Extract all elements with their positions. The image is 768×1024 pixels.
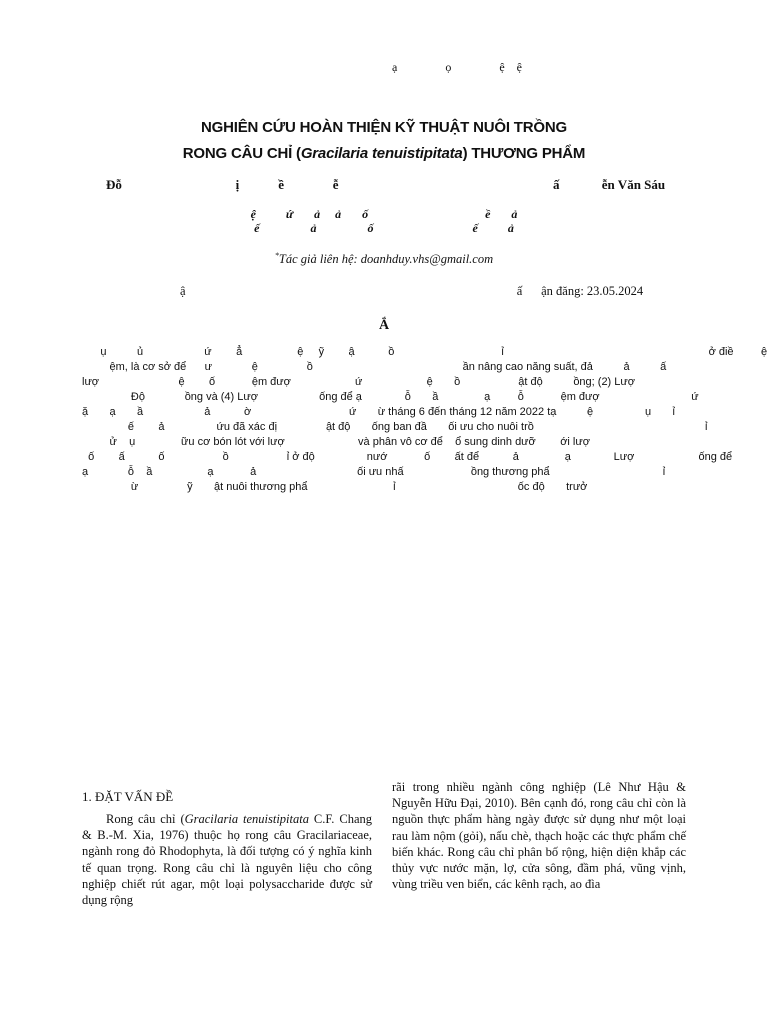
paper-title-line-2 [0,145,768,162]
affiliation-line-1: ệ ứ ả ả ố ề ả [250,207,518,221]
abstract-line: ử ụ ữu cơ bón lót với lượ và phân vô cơ để ổ sung dinh dưỡ ới lượ [82,436,590,448]
running-header: ạ ọ ệ ệ [392,60,522,74]
body-column-right: rãi trong nhiều ngành công nghiệp (Lê Như Hậu & Nguyễn Hữu Đại, 2010). Bên cạnh đó, rong câu chỉ còn là nguồn thực phẩm hàng ngày được sử dụng như một loại rau làm nộm (gỏi), nấu chè, thạch hoặc các thực phẩm chế biến khác. Rong câu chỉ phân bố rộng, hiện diện khắp các thủy vực nước mặn, lợ, cửa sông, đầm phá, vũng vịnh, vùng triều ven biển, các kênh rạch, ao đìa [392,780,686,892]
abstract-heading: Ắ [378,318,390,333]
author-list: Đỗ ị ề ễ ấ ễn Văn Sáu [106,177,666,192]
title-prefix: RONG CÂU CHỈ ( [182,145,301,162]
paper-title-line-1: NGHIÊN CỨU HOÀN THIỆN KỸ THUẬT NUÔI TRỒNG [201,119,567,136]
body-column-left [82,811,372,908]
corresponding-mark: * [274,251,279,260]
body-text: C.F. Chang & B.-M. Xia, 1976) thuộc họ rong câu Gracilariaceae, ngành rong đỏ Rhodophyta, là đối tượng có ý nghĩa kinh tế quan trọng. Rong câu chỉ là nguyên liệu cho công nghiệp chiết rút agar, một loại polysaccharide được sử dụng rộng [82,812,372,908]
abstract-line: ặ ạ ầ ả ờ ứ ừ tháng 6 đến tháng 12 năm 2022 tạ ệ ụ ỉ [82,406,675,418]
abstract-line: Độ ồng và (4) Lượ ống để ạ ỗ ầ ạ ỗ ệm đượ ứ [82,391,699,403]
abstract-line: ạ ỗ ầ ạ ả ối ưu nhấ ồng thương phẩ ỉ [82,466,666,478]
species-name-italic: Gracilaria tenuistipitata [184,812,309,826]
title-suffix: ) THƯƠNG PHẨM [462,145,586,162]
abstract-line: ừ ỹ ật nuôi thương phẩ ỉ ốc độ trưở [82,481,588,493]
submission-dates: ậ ấ ận đăng: 23.05.2024 [180,284,644,298]
abstract-line: ụ ủ ứ ẳ ệ ỹ ậ ồ ỉ ở điề ệ [82,346,768,358]
body-text: Rong câu chỉ ( [106,812,185,826]
corresponding-author [0,251,768,267]
affiliation-line-2: ế ả ố ế ả [254,221,514,235]
abstract-line: lượ ệ ố ệm đượ ứ ệ ồ ật độ ồng; (2) Lượ [82,376,635,388]
abstract-line: ế ả ứu đã xác đị ật độ ống ban đầ ối ưu cho nuôi trồ ỉ [82,421,708,433]
title-species-name: Gracilaria tenuistipitata [300,145,463,162]
abstract-line: ệm, là cơ sở để ư ệ ồ ần nâng cao năng suất, đả ả ấ [82,361,667,373]
section-heading-introduction: 1. ĐẶT VẤN ĐỀ [82,789,174,804]
abstract-line: ố ấ ố ồ ỉ ở độ nướ ố ất để ả ạ Lượ ống để [82,451,733,463]
corresponding-email-text: Tác giả liên hệ: doanhduy.vhs@gmail.com [278,252,494,267]
